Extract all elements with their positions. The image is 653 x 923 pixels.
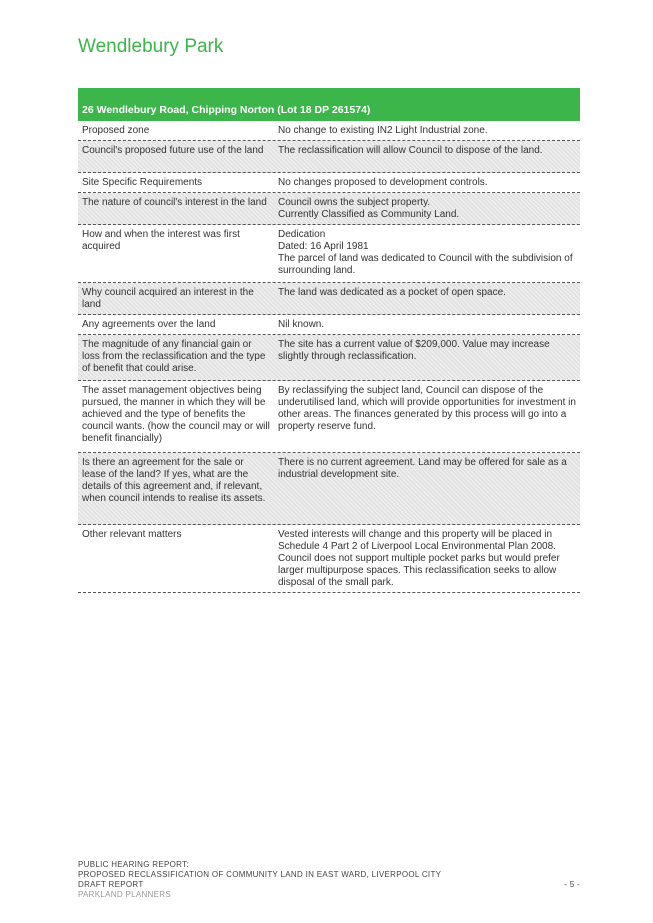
row-label: Why council acquired an interest in the land	[82, 287, 254, 310]
table-row	[78, 335, 580, 381]
row-label: Other relevant matters	[82, 529, 182, 540]
row-value	[274, 193, 580, 224]
row-value-line: The reclassification will allow Council to dispose of the land.	[278, 145, 543, 156]
row-label: The asset management objectives being pursued, the manner in which they will be achieved and the type of benefits the council wants. (how the council may or will benefit financially)	[82, 385, 270, 444]
row-label: Any agreements over the land	[82, 319, 216, 330]
table-row	[78, 381, 580, 453]
page-number: - 5 -	[564, 880, 580, 889]
row-value-line: The site has a current value of $209,000. Value may increase slightly through reclassification.	[278, 339, 550, 362]
footer-author: PARKLAND PLANNERS	[78, 890, 171, 899]
row-value	[274, 315, 580, 334]
row-value-line: Dated: 16 April 1981	[278, 241, 369, 252]
row-value-line: By reclassifying the subject land, Council can dispose of the underutilised land, which will provide opportunities for investment in other areas. The finances generated by this process will go into a property reserve fund.	[278, 385, 576, 432]
row-value-line: There is no current agreement. Land may be offered for sale as a industrial development site.	[278, 457, 567, 480]
row-value-line: Vested interests will change and this property will be placed in Schedule 4 Part 2 of Liverpool Local Environmental Plan 2008. Council does not support multiple pocket parks but would prefer larger multipurpose spaces. This reclassification seeks to allow disposal of the small park.	[278, 529, 560, 588]
row-label: The magnitude of any financial gain or loss from the reclassification and the type of benefit that could arise.	[82, 339, 266, 374]
property-table	[78, 88, 580, 593]
table-row	[78, 315, 580, 335]
row-value	[274, 453, 580, 524]
row-value	[274, 335, 580, 380]
row-value-line: No changes proposed to development controls.	[278, 177, 488, 188]
row-value	[274, 121, 580, 140]
row-value	[274, 525, 580, 592]
table-row	[78, 141, 580, 173]
footer-report-title: PROPOSED RECLASSIFICATION OF COMMUNITY LAND IN EAST WARD, LIVERPOOL CITY	[78, 870, 442, 879]
row-label: How and when the interest was first acquired	[82, 229, 240, 252]
row-value	[274, 381, 580, 452]
table-row	[78, 283, 580, 315]
row-label: Proposed zone	[82, 125, 150, 136]
row-value-line: Dedication	[278, 229, 326, 240]
table-row	[78, 173, 580, 193]
footer-report-type: PUBLIC HEARING REPORT:	[78, 860, 189, 869]
table-body	[78, 121, 580, 593]
row-value	[274, 173, 580, 192]
row-value	[274, 225, 580, 282]
row-value	[274, 141, 580, 172]
row-label: Site Specific Requirements	[82, 177, 203, 188]
table-row	[78, 193, 580, 225]
row-label: Is there an agreement for the sale or lease of the land? If yes, what are the details of this agreement and, if relevant, when council intends to realise its assets.	[82, 457, 266, 504]
table-row	[78, 525, 580, 593]
row-value-line: Council owns the subject property.	[278, 197, 431, 208]
footer-draft-label: DRAFT REPORT	[78, 880, 144, 889]
row-value-line: Currently Classified as Community Land.	[278, 209, 460, 220]
table-row	[78, 225, 580, 283]
table-header: 26 Wendlebury Road, Chipping Norton (Lot 18 DP 261574)	[78, 88, 580, 121]
page-footer	[78, 860, 580, 900]
row-value-line: Nil known.	[278, 319, 325, 330]
row-value-line: The land was dedicated as a pocket of open space.	[278, 287, 506, 298]
row-label: The nature of council's interest in the land	[82, 197, 267, 208]
row-label: Council's proposed future use of the land	[82, 145, 264, 156]
table-row	[78, 121, 580, 141]
row-value	[274, 283, 580, 314]
row-value-line: The parcel of land was dedicated to Council with the subdivision of surrounding land.	[278, 253, 573, 276]
page-title: Wendlebury Park	[78, 36, 224, 57]
table-row	[78, 453, 580, 525]
row-value-line: No change to existing IN2 Light Industrial zone.	[278, 125, 488, 136]
